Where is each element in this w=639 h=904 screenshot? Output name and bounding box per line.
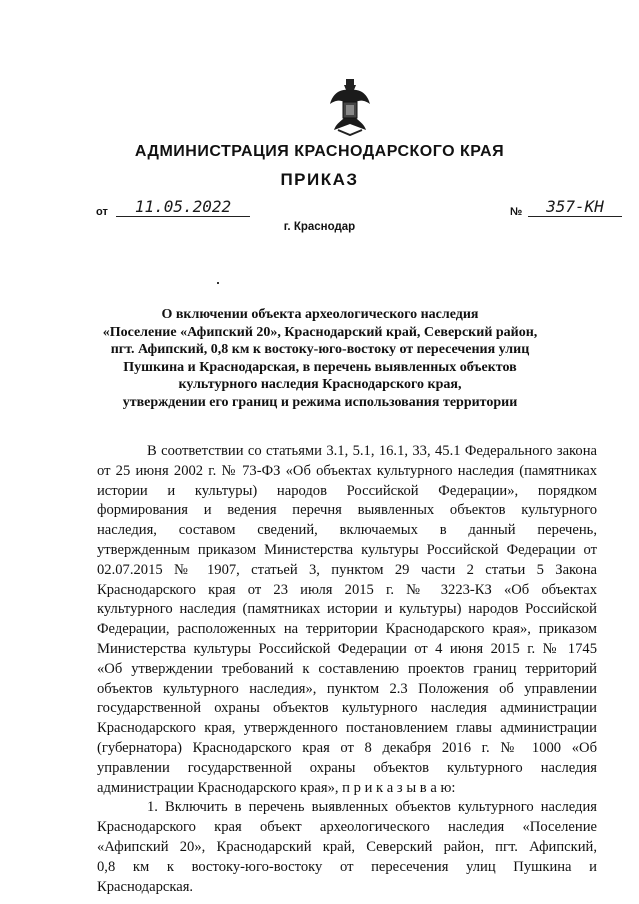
document-subject xyxy=(100,306,540,411)
body-line: управлении государственной охраны объектов культурного наследия xyxy=(97,759,597,776)
subject-line: «Поселение «Афипский 20», Краснодарский край, Северский район, xyxy=(102,324,538,340)
body-line: государственной охраны объектов культурного наследия администрации xyxy=(97,700,597,717)
body-line: Краснодарского края от 23 июля 2015 г. № 3223-КЗ «Об объектах xyxy=(97,581,597,598)
number-value: 357-КН xyxy=(528,198,622,217)
body-line: 1. Включить в перечень выявленных объектов культурного наследия xyxy=(147,799,597,816)
body-line: утвержденным приказом Министерства культуры Российской Федерации от xyxy=(97,541,597,558)
body-line: Краснодарская. xyxy=(97,878,194,895)
subject-line: О включении объекта археологического наследия xyxy=(161,307,479,322)
body-line: наследия, составом сведений, включаемых в данный перечень, xyxy=(97,522,597,539)
document-body xyxy=(97,442,597,897)
body-line: истории и культуры) народов Российской Федерации», порядком xyxy=(97,482,597,499)
body-line: администрации Краснодарского края», п р и к а з ы в а ю: xyxy=(97,779,456,796)
subject-line: Пушкина и Краснодарская, в перечень выявленных объектов xyxy=(123,359,517,375)
subject-line: культурного наследия Краснодарского края, xyxy=(178,377,462,392)
body-line: 02.07.2015 № 1907, статьей 3, пунктом 29 части 2 статьи 5 Закона xyxy=(97,561,597,578)
body-line: объектов культурного наследия», пунктом 2.3 Положения об управлении xyxy=(97,680,597,697)
body-line: от 25 июня 2002 г. № 73-ФЗ «Об объектах культурного наследия (памятниках xyxy=(97,462,597,479)
number-label: № xyxy=(510,206,523,218)
body-line: Министерства культуры Российской Федерации от 4 июня 2015 г. № 1745 xyxy=(97,640,597,657)
body-line: (губернатора) Краснодарского края от 8 декабря 2016 г. № 1000 «Об xyxy=(97,739,597,756)
date-label: от xyxy=(96,206,108,218)
body-line: 0,8 км к востоку-юго-востоку от пересечения улиц Пушкина и xyxy=(97,858,597,875)
coat-of-arms-icon xyxy=(328,78,372,136)
body-line: Краснодарского края объект археологического наследия «Поселение xyxy=(97,819,597,836)
body-line: Краснодарского края, утвержденного постановлением главы администрации xyxy=(97,720,597,737)
body-line: В соответствии со статьями 3.1, 5.1, 16.1, 33, 45.1 Федерального закона xyxy=(147,443,597,459)
stray-mark xyxy=(217,282,219,284)
city: г. Краснодар xyxy=(283,221,356,233)
body-line: культурного наследия (памятниках истории и культуры) народов Российской xyxy=(97,601,597,618)
organization-title: АДМИНИСТРАЦИЯ КРАСНОДАРСКОГО КРАЯ xyxy=(134,143,505,160)
subject-line: утверждении его границ и режима использования территории xyxy=(122,394,518,410)
subject-line: пгт. Афипский, 0,8 км к востоку-юго-востоку от пересечения улиц xyxy=(110,342,530,357)
body-line: «Об утверждении требований к составлению проектов границ территорий xyxy=(97,660,597,677)
document-type: ПРИКАЗ xyxy=(280,170,359,189)
body-line: Федерации, расположенных на территории Краснодарского края», приказом xyxy=(97,621,597,638)
body-line: формирования и ведения перечня выявленных объектов культурного xyxy=(97,502,597,519)
date-value: 11.05.2022 xyxy=(116,198,250,217)
body-line: «Афипский 20», Краснодарский край, Северский район, пгт. Афипский, xyxy=(97,838,597,855)
